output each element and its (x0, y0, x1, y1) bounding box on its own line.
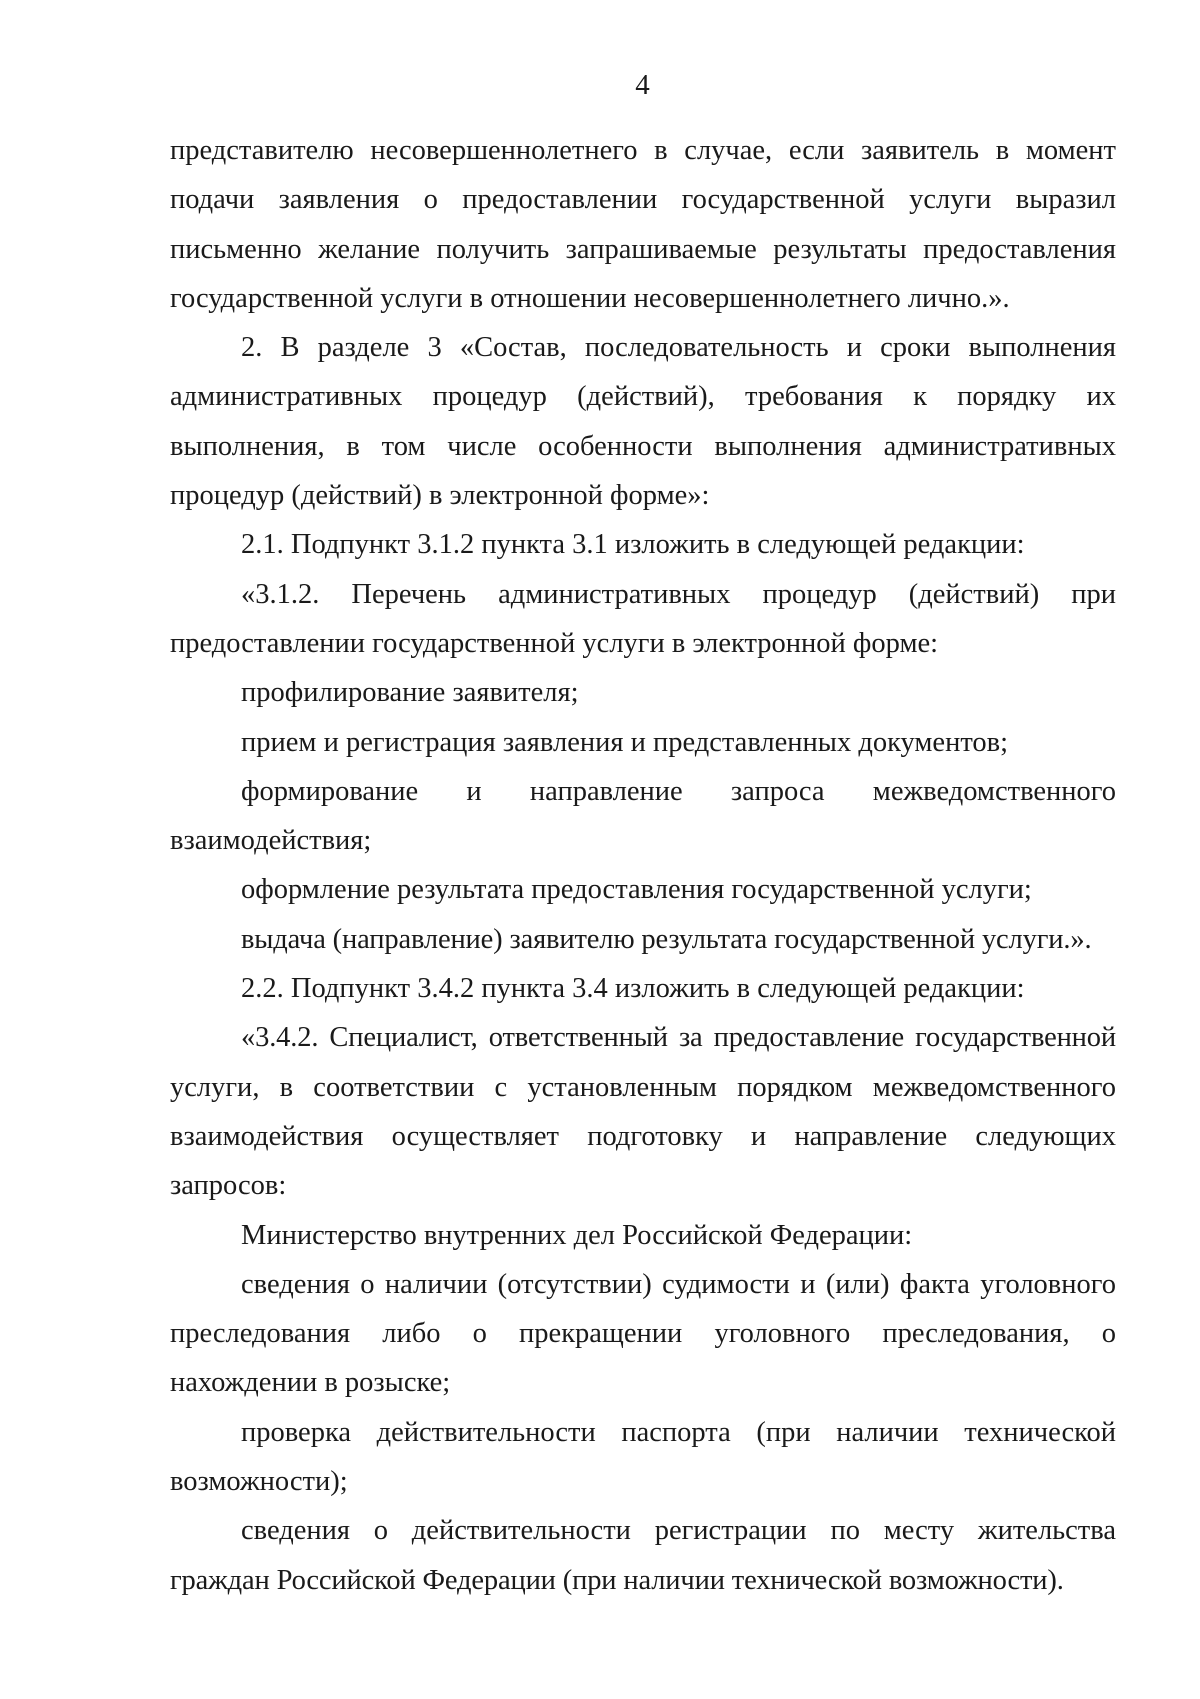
paragraph-line: проверка действительности паспорта (при наличии технической (241, 1416, 1116, 1448)
paragraph-line: процедур (действий) в электронной форме»: (170, 480, 710, 512)
paragraph-line: предоставлении государственной услуги в электронной форме: (170, 627, 939, 659)
paragraph-line: формирование и направление запроса межведомственного (241, 775, 1116, 807)
paragraph-line: прием и регистрация заявления и представленных документов; (241, 726, 1009, 758)
paragraph-line: сведения о действительности регистрации по месту жительства (241, 1515, 1116, 1547)
paragraph-line: 2.2. Подпункт 3.4.2 пункта 3.4 изложить в следующей редакции: (241, 973, 1025, 1005)
paragraph-line: административных процедур (действий), требования к порядку их (170, 381, 1116, 413)
paragraph-line: государственной услуги в отношении несовершеннолетнего лично.». (170, 282, 1010, 314)
paragraph-line: 2.1. Подпункт 3.1.2 пункта 3.1 изложить в следующей редакции: (241, 529, 1025, 561)
paragraph-line: граждан Российской Федерации (при наличии технической возможности). (170, 1564, 1064, 1596)
paragraph-line: преследования либо о прекращении уголовного преследования, о (170, 1318, 1116, 1350)
page-number: 4 (635, 69, 650, 101)
paragraph-line: письменно желание получить запрашиваемые результаты предоставления (170, 233, 1116, 265)
paragraph-line: оформление результата предоставления государственной услуги; (241, 874, 1032, 906)
paragraph-line: 2. В разделе 3 «Состав, последовательность и сроки выполнения (241, 332, 1116, 364)
paragraph-line: профилирование заявителя; (241, 677, 579, 709)
paragraph-line: услуги, в соответствии с установленным порядком межведомственного (170, 1071, 1116, 1103)
document-body (170, 126, 1116, 1605)
paragraph-line: подачи заявления о предоставлении государственной услуги выразил (170, 184, 1116, 216)
paragraph-line: взаимодействия осуществляет подготовку и направление следующих (170, 1120, 1116, 1152)
paragraph-line: Министерство внутренних дел Российской Федерации: (241, 1219, 913, 1251)
paragraph-line: «3.1.2. Перечень административных процедур (действий) при (241, 578, 1116, 610)
paragraph-line: возможности); (170, 1466, 348, 1498)
paragraph-line: «3.4.2. Специалист, ответственный за предоставление государственной (241, 1022, 1116, 1054)
paragraph-line: нахождении в розыске; (170, 1367, 451, 1399)
paragraph-line: выполнения, в том числе особенности выполнения административных (170, 430, 1116, 462)
paragraph-line: запросов: (170, 1170, 287, 1202)
paragraph-line: сведения о наличии (отсутствии) судимости и (или) факта уголовного (241, 1268, 1116, 1300)
paragraph-line: выдача (направление) заявителю результата государственной услуги.». (241, 923, 1092, 955)
paragraph-line: представителю несовершеннолетнего в случае, если заявитель в момент (170, 135, 1116, 166)
paragraph-line: взаимодействия; (170, 825, 372, 857)
